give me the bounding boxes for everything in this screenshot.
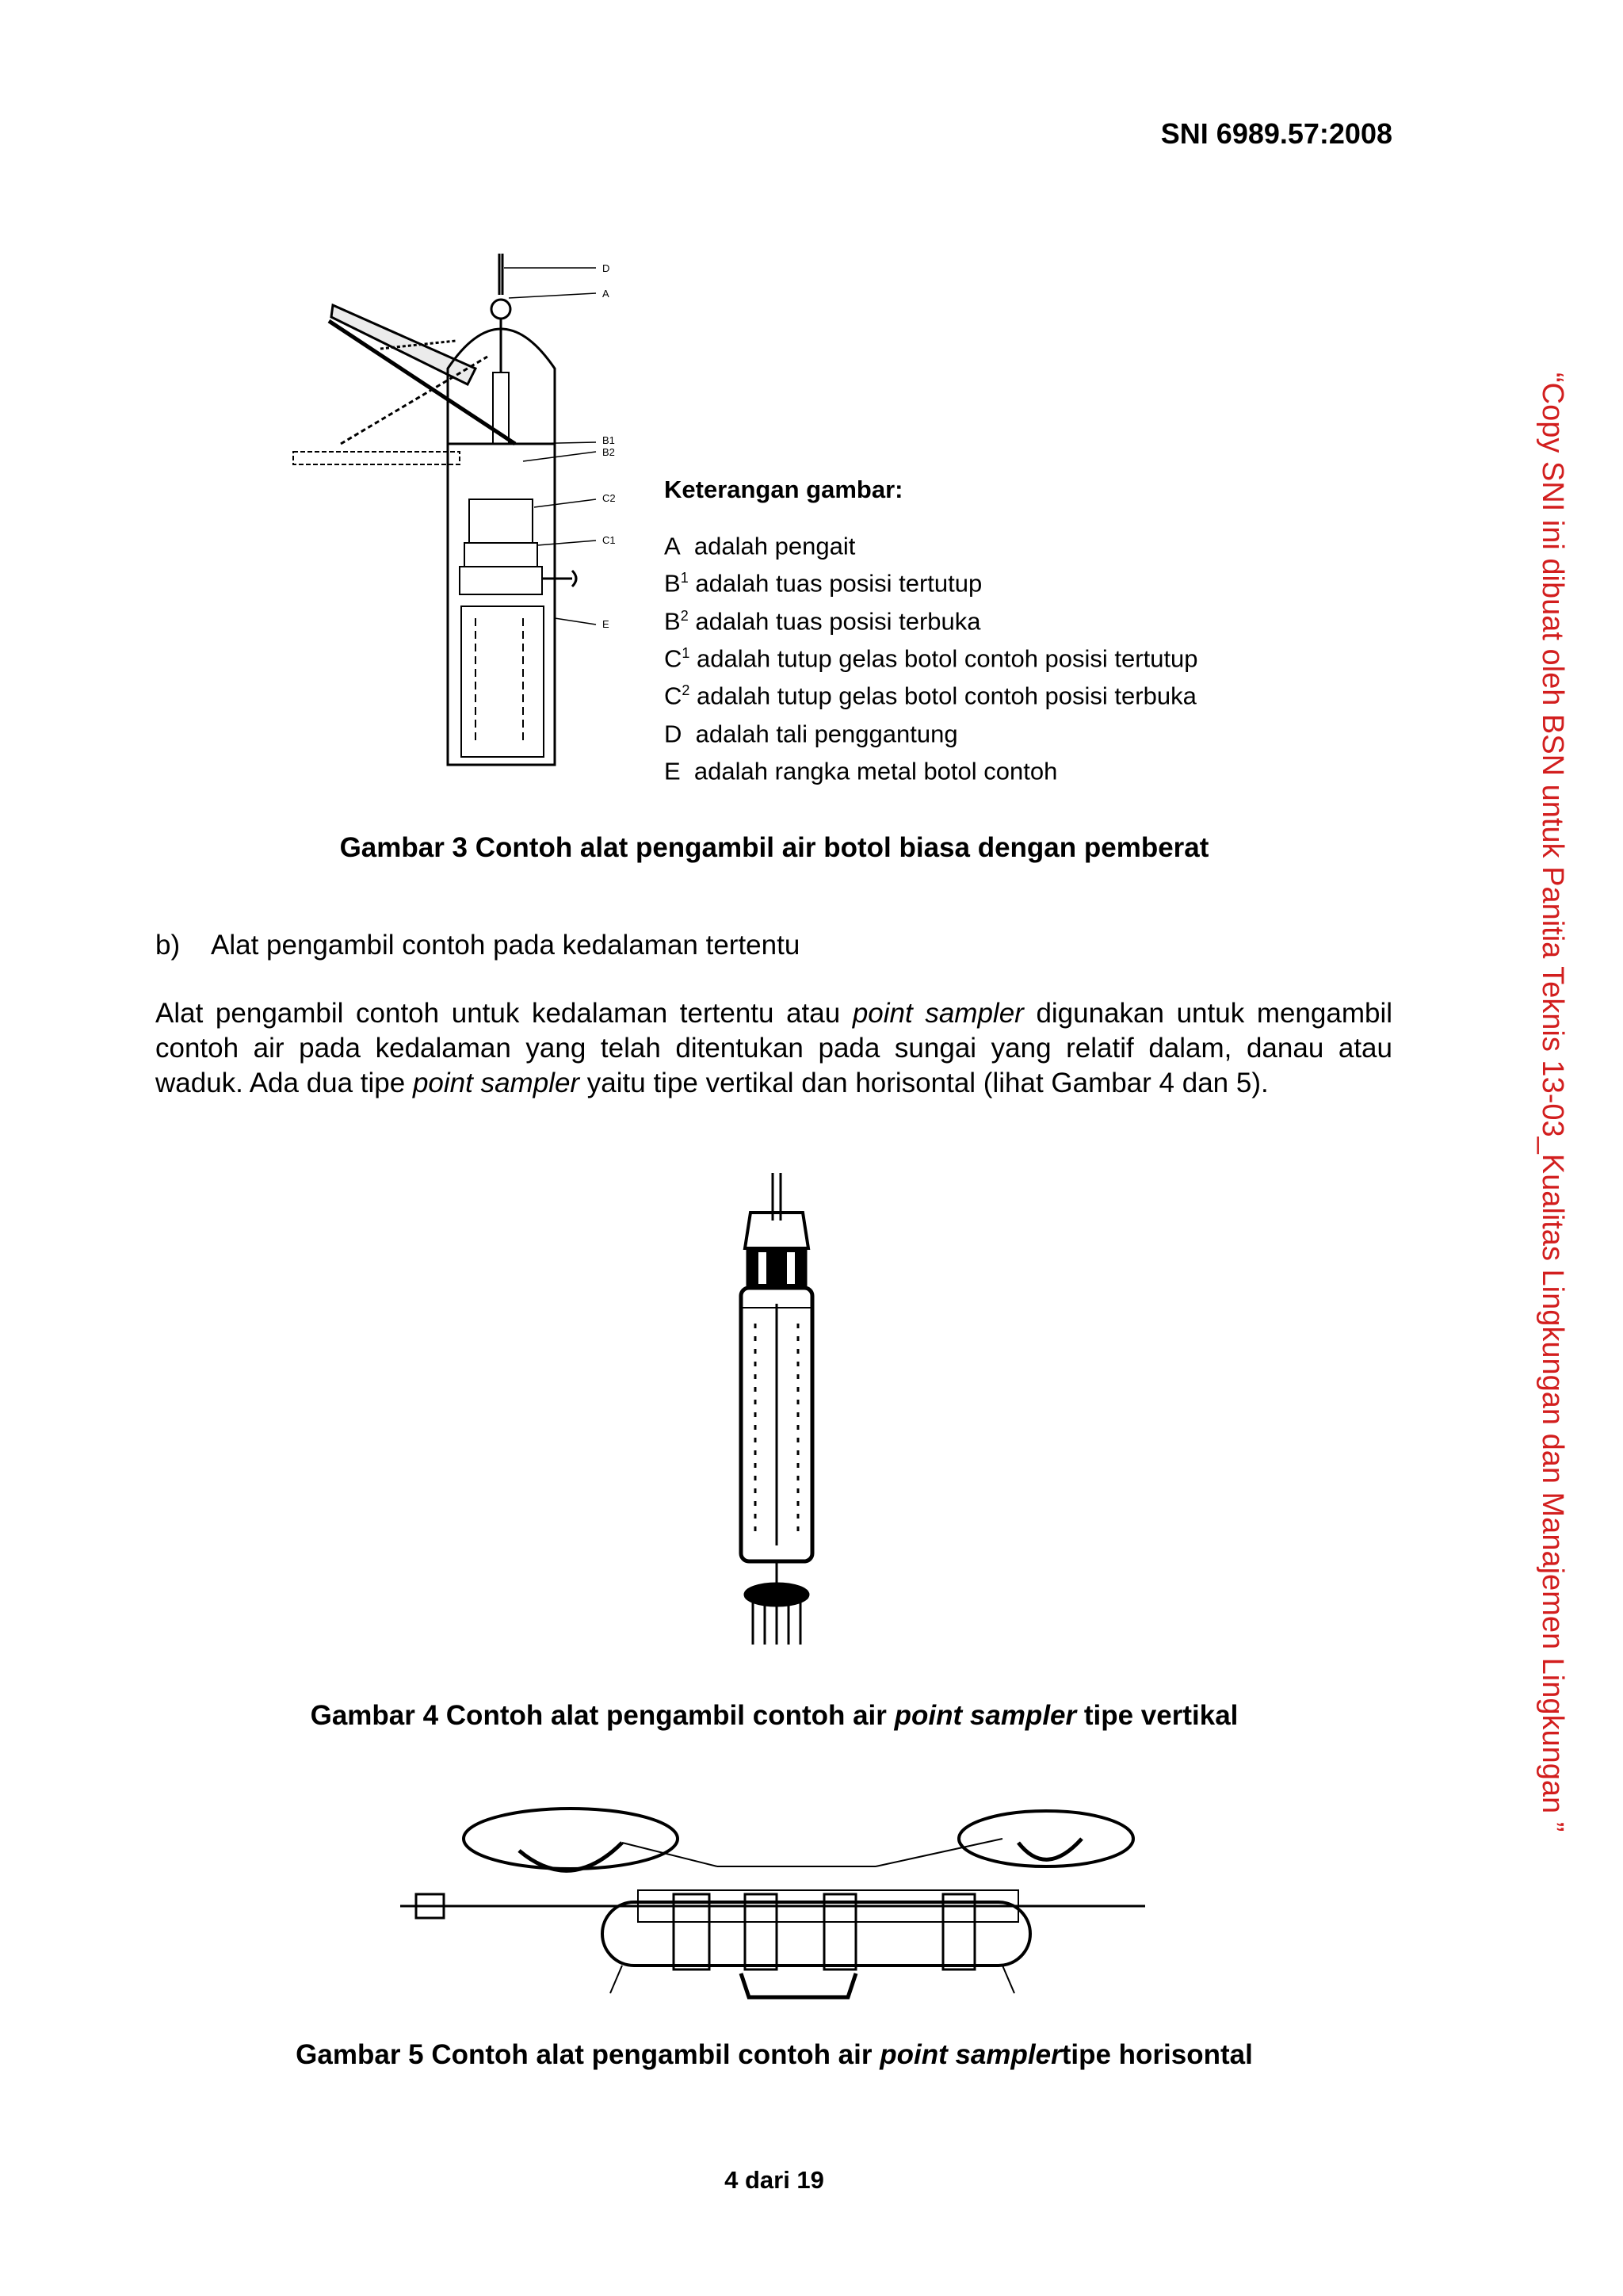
legend-item: $C^1$ adalah tutup gelas botol contoh posisi tertutup	[664, 644, 1198, 673]
legend-item: A adalah pengait	[664, 532, 856, 560]
page-number: 4 dari 19	[724, 2166, 824, 2194]
label-a: A	[602, 288, 609, 300]
legend-item: D adalah tali penggantung	[664, 719, 958, 747]
legend-item: $B^2$ adalah tuas posisi terbuka	[664, 606, 981, 635]
list-heading: Alat pengambil contoh pada kedalaman tertentu	[211, 930, 800, 961]
legend-title: Keterangan gambar:	[664, 476, 903, 503]
figure-4-caption: Gambar 4 Contoh alat pengambil contoh air point sampler tipe vertikal	[310, 1700, 1239, 1731]
list-marker: b)	[155, 930, 181, 961]
copyright-watermark: “Copy SNI ini dibuat oleh BSN untuk Panitia Teknis 13-03_Kualitas Lingkungan dan Manajemen Lingkungan ”	[1536, 372, 1569, 1832]
figure-4-drawing	[717, 1173, 836, 1648]
figure-5-caption: Gambar 5 Contoh alat pengambil contoh air point samplertipe horisontal	[296, 2039, 1253, 2070]
figure-5-drawing	[400, 1807, 1153, 2005]
figure-3-legend	[664, 474, 1198, 787]
legend-item: E adalah rangka metal botol contoh	[664, 757, 1058, 785]
figure-3-caption: Gambar 3 Contoh alat pengambil air botol biasa dengan pemberat	[339, 832, 1209, 863]
figure-3-drawing	[285, 246, 650, 769]
label-c1: C1	[602, 534, 616, 546]
label-b1: B1	[602, 434, 615, 446]
legend-item: $B^1$ adalah tuas posisi tertutup	[664, 569, 983, 598]
label-c2: C2	[602, 492, 616, 504]
body-paragraph: Alat pengambil contoh untuk kedalaman tertentu atau point sampler digunakan untuk mengambil contoh air pada kedalaman yang telah ditentukan pada sungai yang relatif dalam, danau atau waduk. Ada dua tipe point sampler yaitu tipe vertikal dan horisontal (lihat Gambar 4 dan 5).	[155, 998, 1393, 1098]
legend-item: $C^2$ adalah tutup gelas botol contoh posisi terbuka	[664, 682, 1197, 710]
list-item-b	[155, 930, 800, 961]
label-d: D	[602, 262, 610, 274]
label-e: E	[602, 618, 609, 630]
label-b2: B2	[602, 446, 615, 458]
document-number: SNI 6989.57:2008	[1160, 117, 1392, 150]
